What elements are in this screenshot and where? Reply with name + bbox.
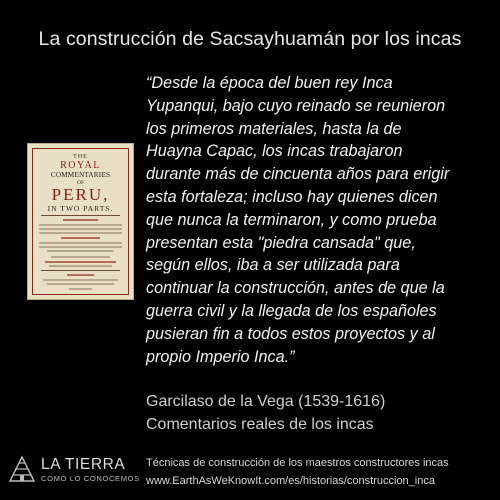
footer-url[interactable]: www.EarthAsWeKnowIt.com/es/historias/construccion_inca [146,475,435,487]
attribution-work: Comentarios reales de los incas [146,416,374,433]
quote-line: presentan esta "piedra cansada" que, [146,233,416,252]
book-text-line [39,232,122,234]
book-text-line [39,228,122,230]
pyramid-logo-icon [8,455,36,483]
book-text-line [51,256,110,258]
quote-line: continuar la construcción, antes de que la [146,279,445,298]
book-cover-border [32,148,129,295]
quote-line: que nunca la terminaron, y como prueba [146,210,437,229]
book-title-the: THE [73,154,88,160]
book-text-line [43,279,118,281]
brand-name: LA TIERRA [41,456,126,473]
book-text-line [39,242,122,244]
book-text-line [39,246,122,248]
book-rule [41,270,120,271]
book-text-line [45,261,116,263]
brand-tagline: COMO LO CONOCEMOS [41,474,140,483]
book-text-line [47,250,114,252]
quote-line: “Desde la época del buen rey Inca [146,74,393,92]
book-title-royal: ROYAL [60,160,101,171]
book-title-commentaries: COMMENTARIES [50,171,111,179]
book-cover-image [27,143,134,300]
book-text-line [63,219,98,221]
quote-line: propio Imperio Inca.” [146,347,295,366]
quote-line: los primeros materiales, hasta la de [146,119,402,138]
quote-text [146,72,491,368]
quote-line: guerra civil y la llegada de los españoles [146,301,437,320]
book-title-parts: IN TWO PARTS. [47,204,114,213]
attribution [146,390,491,436]
book-text-line [39,224,122,226]
book-text-line [47,283,114,285]
quote-line: Yupanqui, bajo cuyo reinado se reunieron [146,96,446,115]
attribution-author: Garcilaso de la Vega (1539-1616) [146,393,386,410]
page-title: La construcción de Sacsayhuamán por los incas [38,28,462,50]
book-text-line [49,265,112,267]
book-title-of: OF [76,180,85,186]
book-text-line [69,288,92,290]
quote-line: durante más de cincuenta años para erigir [146,165,450,184]
quote-line: esta fortaleza; incluso hay quienes dicen [146,187,438,206]
book-rule [41,215,120,216]
book-title-peru: PERU, [51,185,110,204]
quote-line: Huayna Capac, los incas trabajaron [146,142,403,161]
book-text-line [61,237,100,239]
quote-line: pusieran fin a todos estos proyectos y al [146,324,435,343]
book-text-line [67,274,94,276]
footer-caption: Técnicas de construcción de los maestros constructores incas [146,457,449,469]
quote-line: según ellos, iba a ser utilizada para [146,256,400,275]
